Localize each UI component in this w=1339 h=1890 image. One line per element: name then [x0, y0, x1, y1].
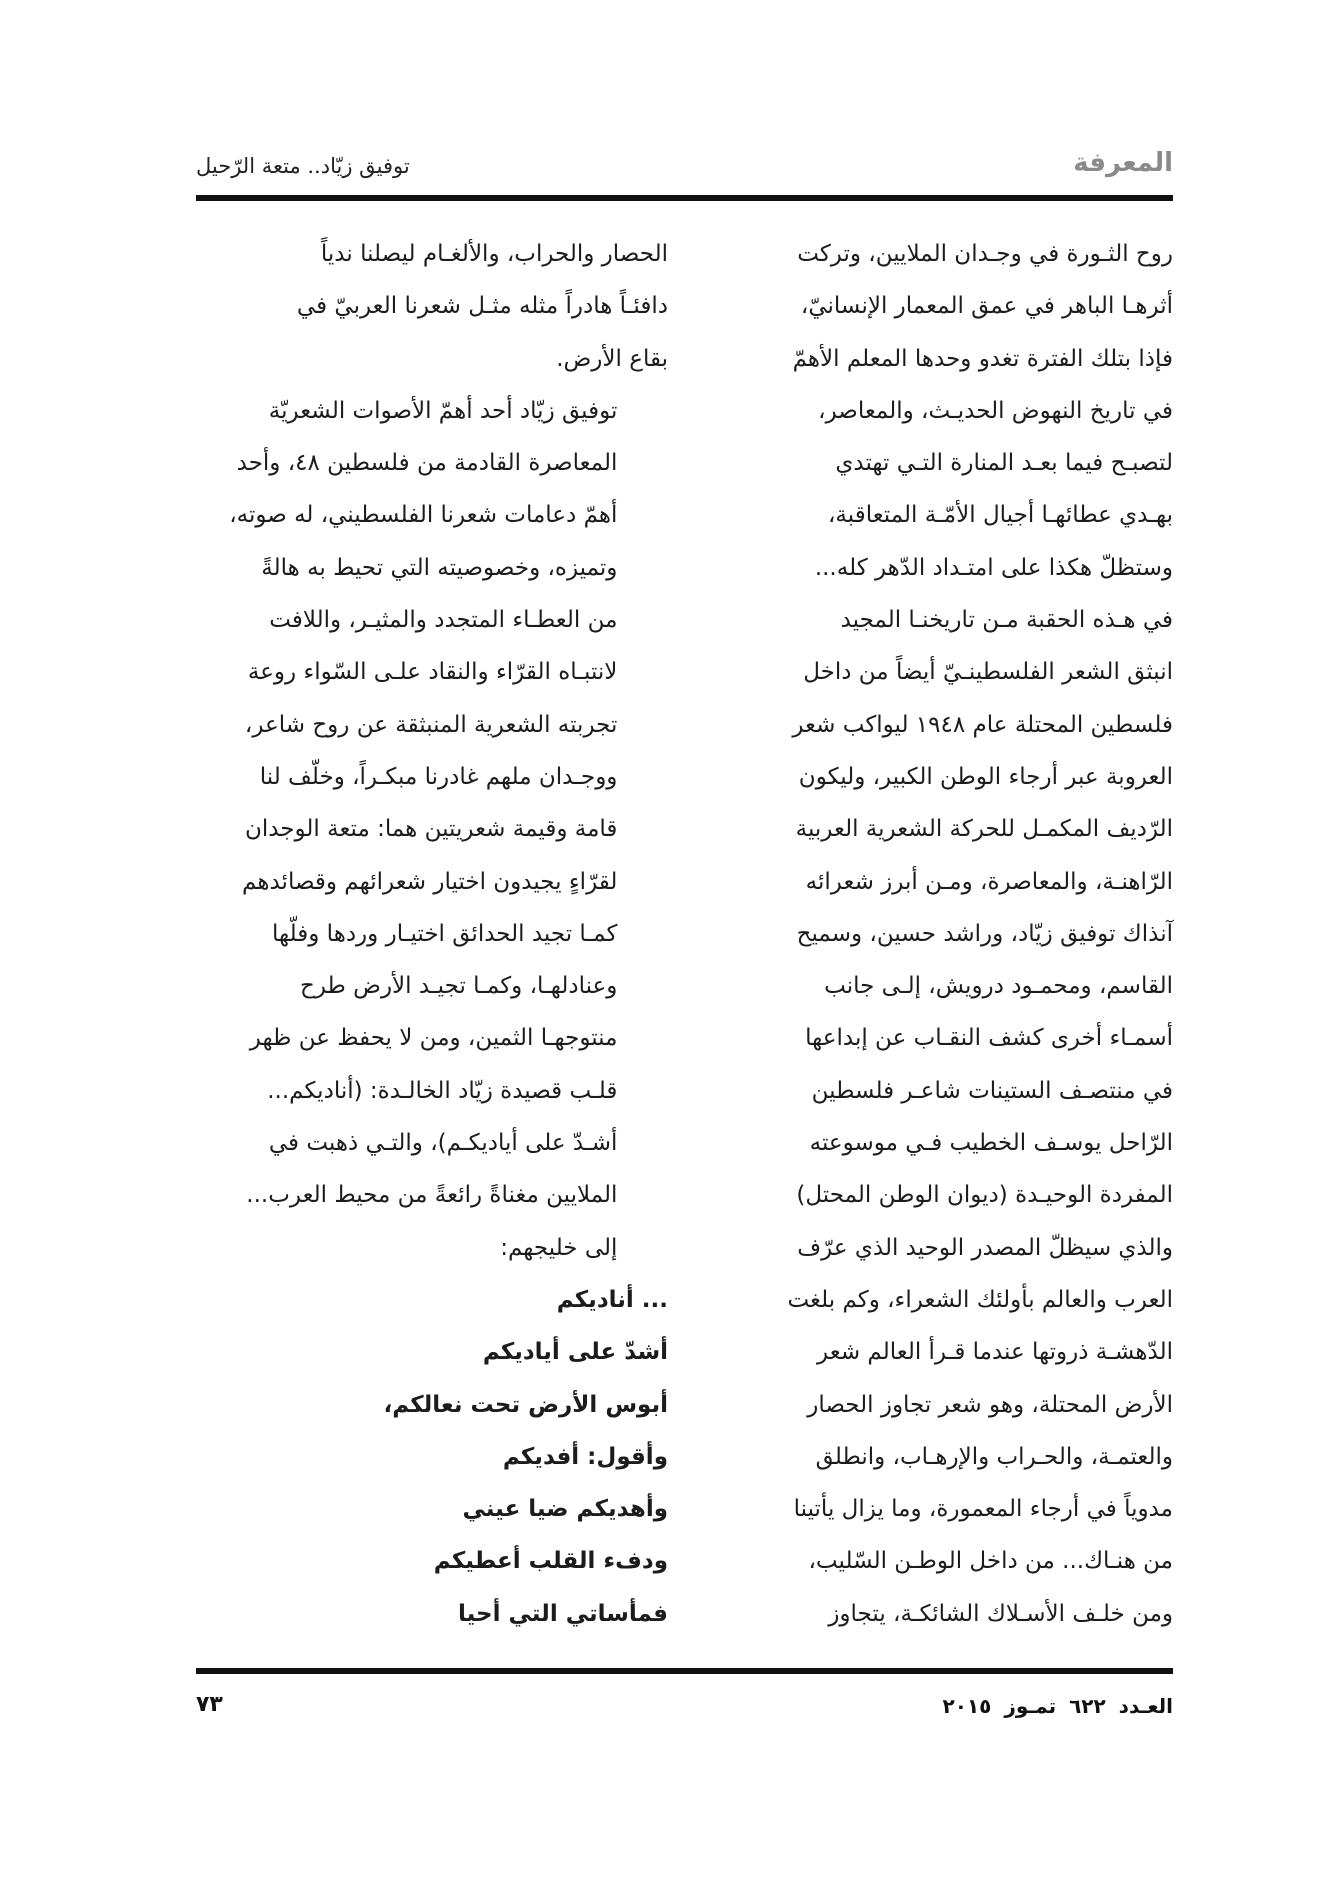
text-line: وتميزه، وخصوصيته التي تحيط به هالةً — [261, 554, 618, 581]
text-line: بهـدي عطائهـا أجيال الأمّـة المتعاقبة، — [828, 502, 1173, 529]
page-footer — [196, 1690, 1173, 1730]
text-line: المعاصرة القادمة من فلسطين ٤٨، وأحد — [236, 450, 618, 477]
text-line: لتصبـح فيما بعـد المنارة التـي تهتدي — [835, 450, 1173, 477]
text-line: كمـا تجيد الحدائق اختيـار وردها وفلّها — [272, 920, 618, 947]
text-line: والذي سيظلّ المصدر الوحيد الذي عرّف — [797, 1234, 1173, 1261]
text-line: من هنـاك... من داخل الوطـن السّليب، — [808, 1548, 1173, 1575]
poem-line: وأقول: أفديكم — [502, 1443, 668, 1470]
text-line: انبثق الشعر الفلسطينـيّ أيضاً من داخل — [803, 659, 1173, 686]
text-line: الدّهشـة ذروتها عندما قـرأ العالم شعر — [817, 1339, 1173, 1366]
text-line: بقاع الأرض. — [556, 345, 668, 372]
text-line: قلـب قصيدة زيّاد الخالـدة: (أناديكم... — [267, 1077, 618, 1104]
text-line: دافئـاً هادراً مثله مثـل شعرنا العربيّ في — [296, 293, 668, 320]
running-title: توفيق زيّاد.. متعة الرّحيل — [196, 154, 410, 178]
text-line: أهمّ دعامات شعرنا الفلسطيني، له صوته، — [229, 502, 618, 529]
text-line: القاسم، ومحمـود درويش، إلـى جانب — [824, 973, 1173, 1000]
text-line: إلى خليجهم: — [500, 1234, 618, 1261]
poem-line: أشدّ على أياديكم — [482, 1339, 668, 1366]
footer-rule — [196, 1668, 1173, 1674]
text-line: والعتمـة، والحـراب والإرهـاب، وانطلق — [815, 1443, 1173, 1470]
text-line: من العطـاء المتجدد والمثيـر، واللافت — [269, 607, 618, 634]
text-line: العرب والعالم بأولئك الشعراء، وكم بلغت — [787, 1286, 1173, 1313]
text-line: منتوجهـا الثمين، ومن لا يحفظ عن ظهر — [249, 1025, 618, 1052]
text-line: روح الثـورة في وجـدان الملايين، وتركت — [797, 241, 1173, 267]
text-line: الملايين مغناةً رائعةً من محيط العرب... — [246, 1182, 618, 1209]
text-line: مدوياً في أرجاء المعمورة، وما يزال يأتينا — [793, 1496, 1173, 1523]
page-header — [196, 148, 1173, 198]
text-line: وعنادلهـا، وكمـا تجيـد الأرض طرح — [299, 973, 618, 1000]
text-line: تجربته الشعرية المنبثقة عن روح شاعر، — [244, 711, 618, 738]
text-line: الرّاهنـة، والمعاصرة، ومـن أبرز شعرائه — [805, 868, 1173, 895]
text-line: المفردة الوحيـدة (ديوان الوطن المحتل) — [796, 1182, 1173, 1209]
text-line: لقرّاءٍ يجيدون اختيار شعرائهم وقصائدهم — [242, 868, 618, 895]
text-line: في تاريخ النهوض الحديـث، والمعاصر، — [818, 397, 1173, 424]
text-line: آنذاك توفيق زيّاد، وراشد حسين، وسميح — [796, 920, 1173, 947]
paragraph-continuation — [198, 228, 668, 385]
text-line: الأرض المحتلة، وهو شعر تجاوز الحصار — [807, 1391, 1173, 1418]
text-line: توفيق زيّاد أحد أهمّ الأصوات الشعريّة — [268, 397, 618, 424]
text-line: لانتبـاه القرّاء والنقاد علـى السّواء روعة — [247, 659, 618, 686]
text-line: وستظلّ هكذا على امتـداد الدّهر كله... — [814, 554, 1173, 581]
poem-line: أبوس الأرض تحت نعالكم، — [383, 1391, 668, 1418]
text-line: الرّاحل يوسـف الخطيب فـي موسوعته — [809, 1130, 1173, 1157]
text-line: فلسطين المحتلة عام ١٩٤٨ ليواكب شعر — [792, 711, 1173, 738]
left-column — [198, 228, 668, 1640]
issue-info: العـدد ٦٢٢ تمـوز ٢٠١٥ — [942, 1694, 1173, 1718]
page-number: ٧٣ — [196, 1692, 223, 1717]
text-line: الرّديف المكمـل للحركة الشعرية العربية — [795, 816, 1173, 843]
right-column — [703, 228, 1173, 1640]
text-line: أشـدّ على أياديكـم)، والتـي ذهبت في — [268, 1130, 618, 1157]
text-line: العروبة عبر أرجاء الوطن الكبير، وليكون — [798, 763, 1173, 790]
text-line: في منتصـف الستينات شاعـر فلسطين — [811, 1077, 1173, 1104]
text-line: ووجـدان ملهم غادرنا مبكـراً، وخلّف لنا — [259, 763, 618, 790]
text-line: أثرهـا الباهر في عمق المعمار الإنسانيّ، — [800, 293, 1173, 320]
poem-excerpt — [198, 1274, 668, 1640]
magazine-logo: المعرفة — [1073, 148, 1173, 178]
header-rule — [196, 195, 1173, 201]
paragraph-zayyad-intro — [198, 385, 668, 1274]
text-line: في هـذه الحقبة مـن تاريخنـا المجيد — [840, 607, 1173, 634]
text-line: الحصار والحراب، والألغـام ليصلنا ندياً — [320, 241, 668, 267]
text-line: أسمـاء أخرى كشف النقـاب عن إبداعها — [805, 1025, 1173, 1052]
text-line: قامة وقيمة شعريتين هما: متعة الوجدان — [244, 816, 618, 843]
text-line: فإذا بتلك الفترة تغدو وحدها المعلم الأهمّ — [792, 345, 1173, 372]
text-line: ومن خلـف الأسـلاك الشائكـة، يتجاوز — [828, 1600, 1173, 1627]
poem-line: ... أناديكم — [556, 1286, 668, 1313]
poem-line: وأهديكم ضيا عيني — [462, 1496, 668, 1523]
poem-line: فمأساتي التي أحيا — [458, 1600, 668, 1627]
poem-line: ودفء القلب أعطيكم — [433, 1548, 668, 1575]
